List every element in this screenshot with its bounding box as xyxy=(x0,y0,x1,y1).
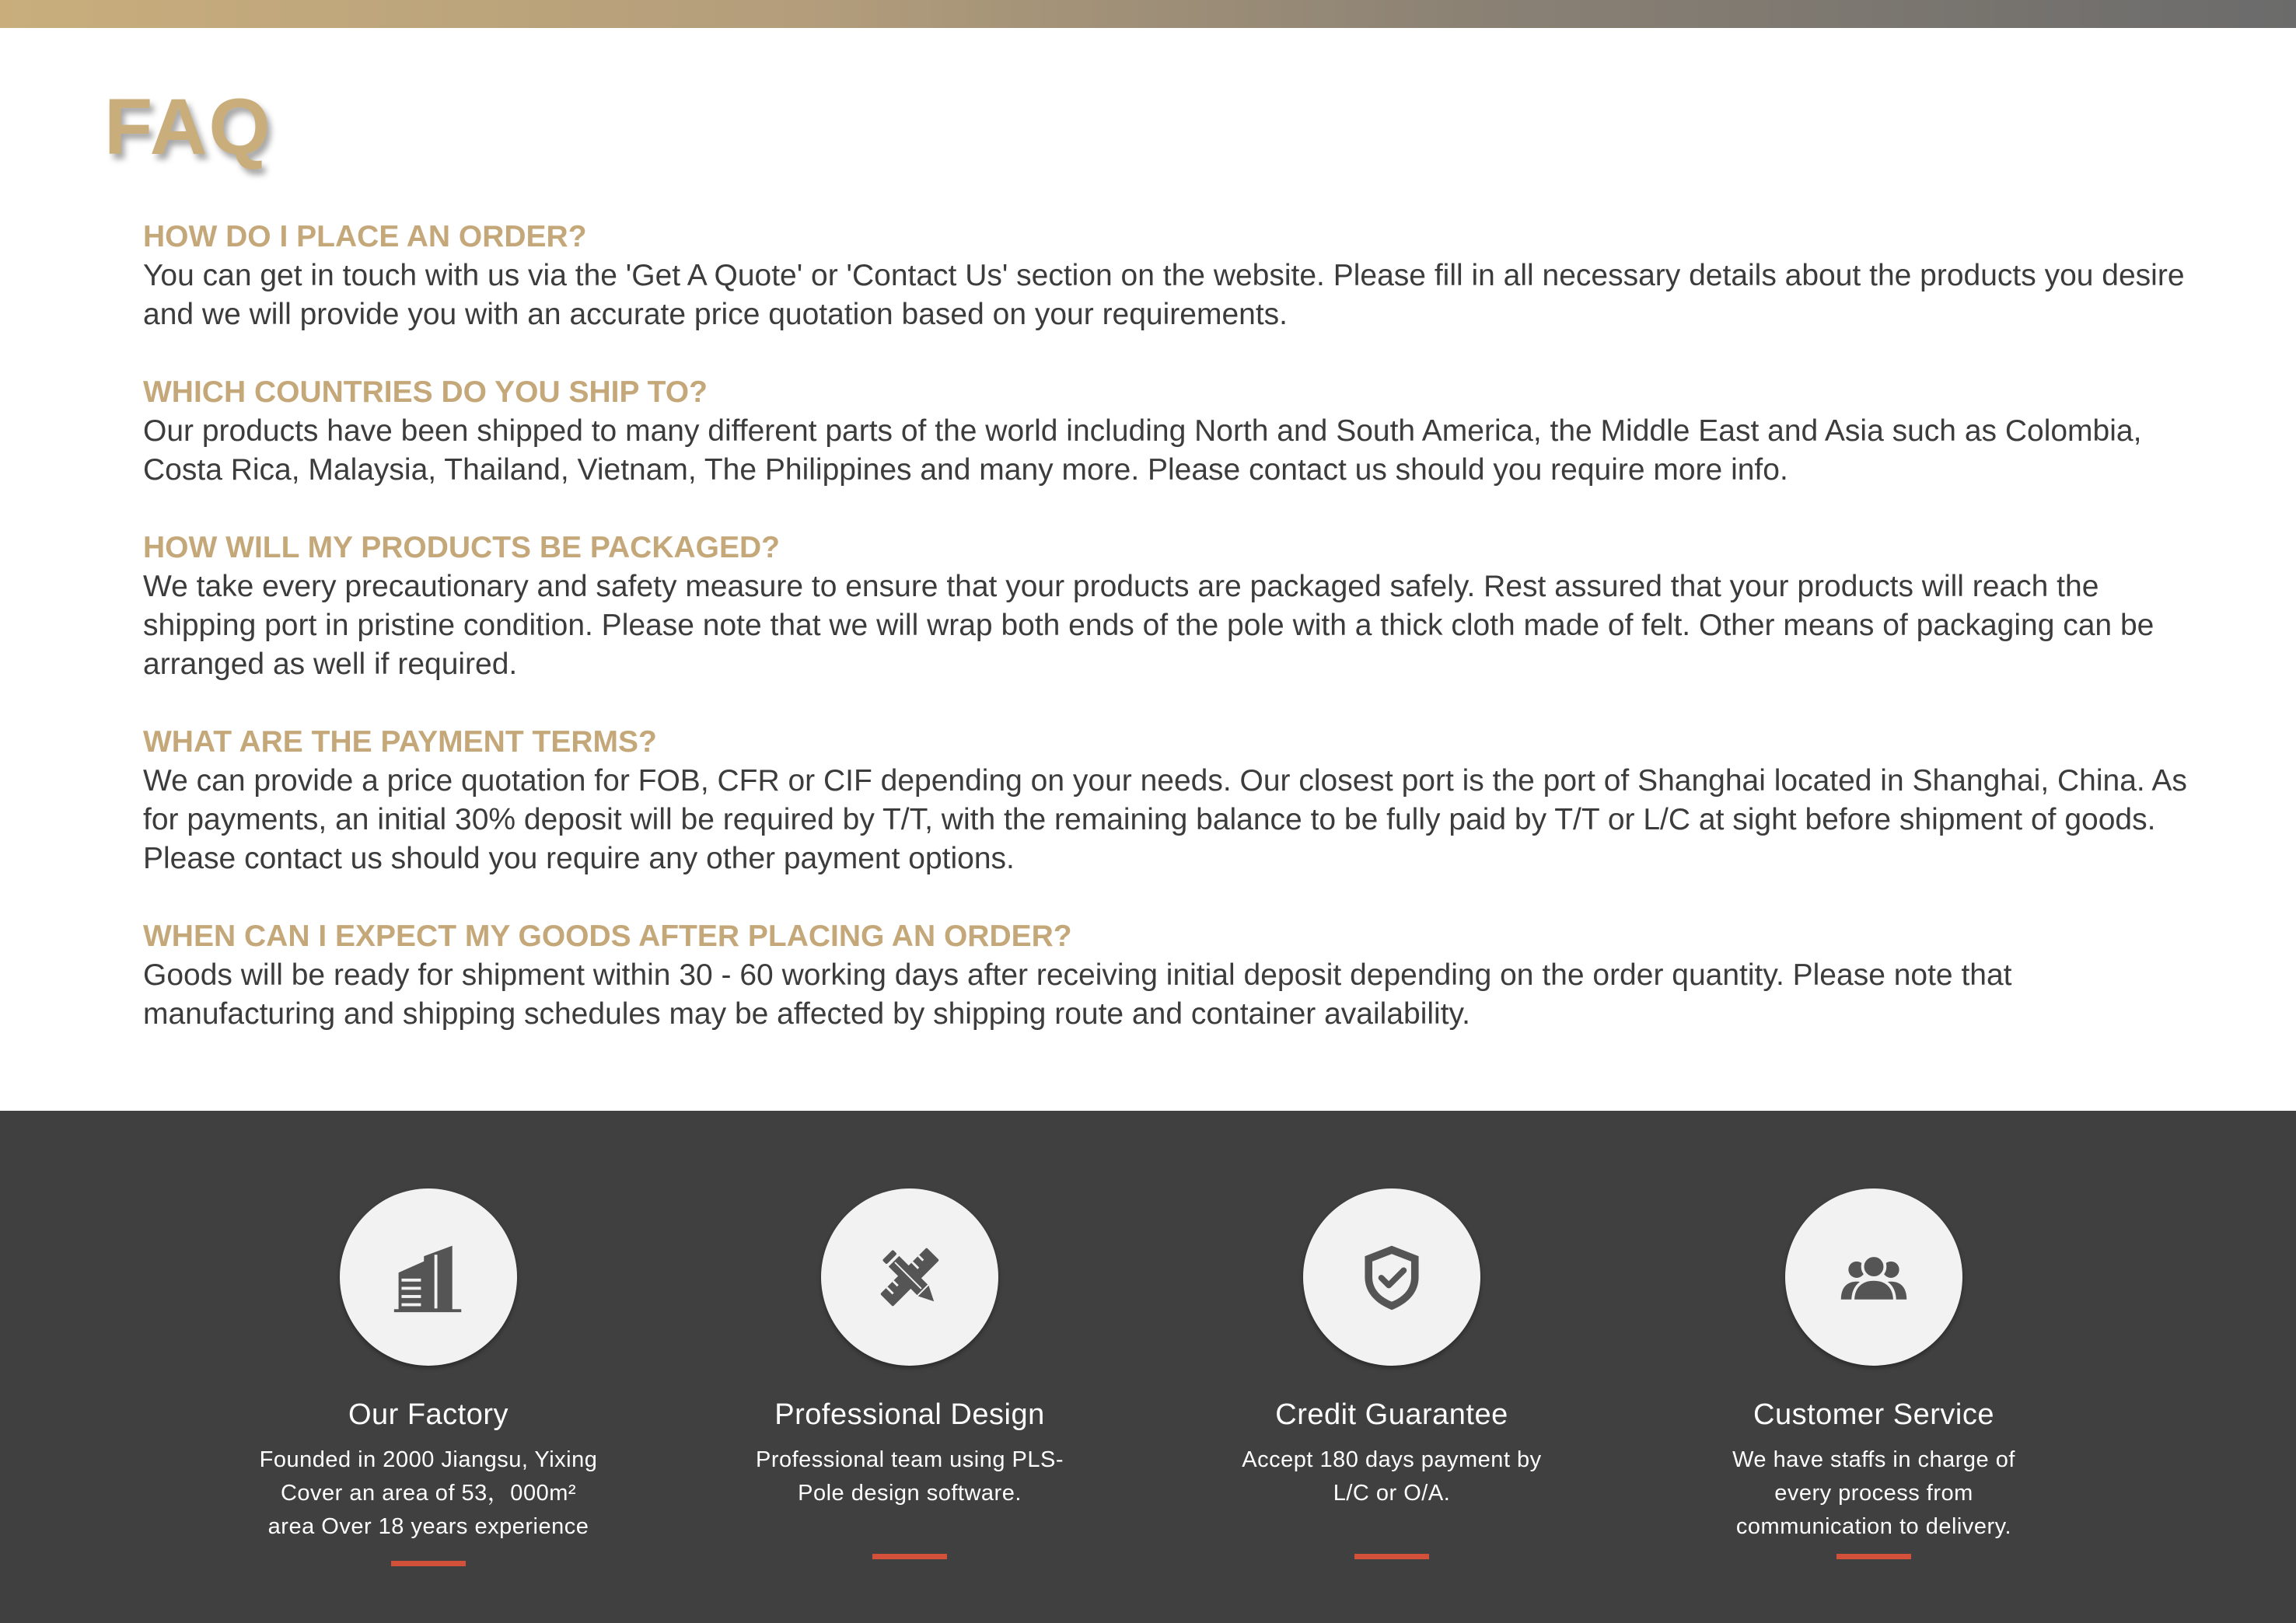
feature-title: Customer Service xyxy=(1753,1398,1994,1431)
faq-answer: We take every precautionary and safety measure to ensure that your products are packaged safely. Rest assured that your products will reach the shipping port in pristine condition. Please note that we will wrap both ends of the pole with a thick cloth made of felt. Other means of packaging can be arranged as well if required. xyxy=(143,570,2154,681)
feature-icon-circle xyxy=(821,1188,998,1366)
feature-description-line: every process from xyxy=(1774,1481,1973,1506)
feature-description-line: Accept 180 days payment by xyxy=(1242,1447,1542,1472)
feature-description-line: L/C or O/A. xyxy=(1333,1481,1451,1506)
faq-answer: Goods will be ready for shipment within 30 - 60 working days after receiving initial deposit depending on the order quantity. Please note that manufacturing and shipping schedules may be affected by shipping route and container availability. xyxy=(143,958,2012,1031)
feature-underline xyxy=(1836,1554,1911,1559)
faq-question: WHEN CAN I EXPECT MY GOODS AFTER PLACING AN ORDER? xyxy=(143,920,1072,953)
faq-answer: We can provide a price quotation for FOB, CFR or CIF depending on your needs. Our closest port is the port of Shanghai located in Shanghai, China. As for payments, an initial 30% deposit will be required by T/T, with the remaining balance to be fully paid by T/T or L/C at sight before shipment of goods. Please contact us should you require any other payment options. xyxy=(143,764,2187,875)
shield-check-icon xyxy=(1354,1240,1429,1314)
building-icon xyxy=(391,1240,466,1314)
faq-question: WHAT ARE THE PAYMENT TERMS? xyxy=(143,725,657,759)
faq-question: WHICH COUNTRIES DO YOU SHIP TO? xyxy=(143,375,708,409)
feature-underline xyxy=(391,1561,466,1566)
feature-description xyxy=(723,1443,1096,1510)
feature-icon-circle xyxy=(1785,1188,1962,1366)
feature-description-line: Founded in 2000 Jiangsu, Yixing xyxy=(259,1447,598,1472)
feature-description-line: Cover an area of 53，000m² xyxy=(280,1481,577,1506)
feature-icon-circle xyxy=(340,1188,517,1366)
faq-item xyxy=(143,529,2196,684)
page-title: FAQ xyxy=(104,82,272,171)
feature-description xyxy=(1205,1443,1578,1510)
faq-answer: You can get in touch with us via the 'Get A Quote' or 'Contact Us' section on the website. Please fill in all necessary details about the products you desire and we will provide you with an accurate price quotation based on your requirements. xyxy=(143,259,2185,331)
feature-title: Our Factory xyxy=(348,1398,509,1431)
feature-description-line: Professional team using PLS- xyxy=(755,1447,1064,1472)
faq-item xyxy=(143,218,2196,334)
features-footer xyxy=(0,1111,2296,1623)
faq-item xyxy=(143,373,2196,490)
feature-icon-circle xyxy=(1303,1188,1480,1366)
faq-list xyxy=(143,218,2196,1073)
faq-answer: Our products have been shipped to many different parts of the world including North and South America, the Middle East and Asia such as Colombia, Costa Rica, Malaysia, Thailand, Vietnam, The Philippines and many more. Please contact us should you require more info. xyxy=(143,414,2142,487)
feature-title: Credit Guarantee xyxy=(1275,1398,1508,1431)
faq-item xyxy=(143,723,2196,878)
feature-underline xyxy=(872,1554,947,1559)
feature-description-line: communication to delivery. xyxy=(1735,1514,2012,1539)
feature-description xyxy=(1687,1443,2060,1544)
faq-question: HOW DO I PLACE AN ORDER? xyxy=(143,220,587,253)
top-gradient-bar xyxy=(0,0,2296,28)
feature-description-line: area Over 18 years experience xyxy=(267,1514,589,1539)
faq-item xyxy=(143,917,2196,1034)
pencil-ruler-icon xyxy=(872,1240,947,1314)
feature-title: Professional Design xyxy=(774,1398,1045,1431)
feature-description-line: Pole design software. xyxy=(798,1481,1022,1506)
feature-underline xyxy=(1354,1554,1429,1559)
feature-description xyxy=(242,1443,615,1544)
feature-description-line: We have staffs in charge of xyxy=(1732,1447,2015,1472)
users-icon xyxy=(1836,1240,1911,1314)
faq-question: HOW WILL MY PRODUCTS BE PACKAGED? xyxy=(143,531,780,564)
